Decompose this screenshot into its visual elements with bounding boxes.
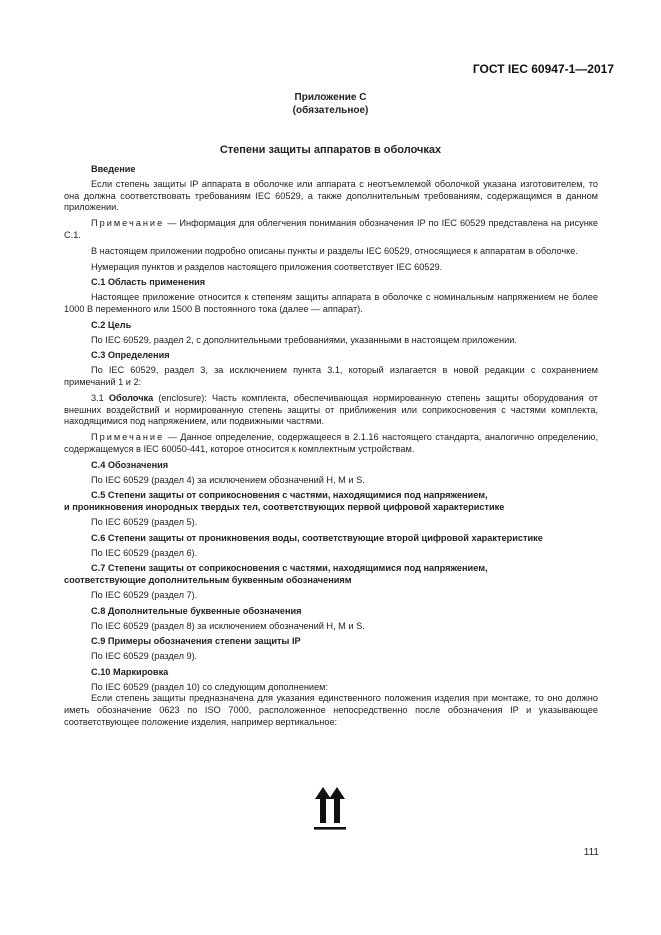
note-text: — Данное определение, содержащееся в 2.1.16 настоящего стандарта, аналогично определению, содержащемуся в IEC 60050-441, которое относится к комплектным устройствам.: [64, 432, 598, 454]
section-c1-text: Настоящее приложение относится к степеням защиты аппарата в оболочке с номинальным напряжением не более 1000 В переменного или 1500 В постоянного тока (далее — аппарат).: [64, 292, 598, 314]
arrow-left-icon: [315, 787, 331, 823]
note-label: Примечание: [91, 432, 165, 443]
intro-heading: Введение: [91, 164, 136, 174]
annex-body: [64, 164, 598, 733]
this-way-up-icon: [305, 783, 353, 833]
section-c4-heading: С.4 Обозначения: [91, 459, 169, 470]
intro-note: [64, 218, 598, 242]
section-c7-heading-line1: С.7 Степени защиты от соприкосновения с частями, находящимися под напряжением,: [91, 563, 488, 574]
section-c10-heading: С.10 Маркировка: [91, 666, 169, 677]
section-c8-text: По IEC 60529 (раздел 8) за исключением обозначений H, M и S.: [91, 620, 365, 631]
section-c3-heading: С.3 Определения: [91, 350, 170, 361]
definition-term: Оболочка: [108, 392, 154, 403]
definition-enclosure: [64, 393, 598, 428]
page-title: Степени защиты аппаратов в оболочках: [219, 144, 442, 156]
standard-number: ГОСТ IEC 60947-1—2017: [472, 62, 614, 76]
note-text: — Информация для облегчения понимания обозначения IP по IEC 60529 представлена на рисунке С.1.: [64, 218, 598, 240]
section-c9-heading: С.9 Примеры обозначения степени защиты IP: [91, 636, 301, 647]
intro-paragraph-1: Если степень защиты IP аппарата в оболочке или аппарата с неотъемлемой оболочкой указана изготовителем, то она должна соответствовать требованиям IEC 60529, а также дополнительным требованиям, содержащимся в данном приложении.: [64, 178, 598, 213]
section-c3-note: [64, 432, 598, 456]
section-c10-text-1: По IEC 60529 (раздел 10) со следующим дополнением:: [91, 681, 329, 692]
page-number: 111: [583, 847, 599, 858]
section-c2-heading: С.2 Цель: [91, 319, 132, 330]
section-c9-text: По IEC 60529 (раздел 9).: [91, 651, 198, 662]
definition-text: (enclosure): Часть комплекта, обеспечивающая нормированную степень защиты оборудования от внешних воздействий и нормированную степень защиты от приближения или соприкосновения с частями комплекта, находящимися под напряжением, или подвижными частями.: [64, 392, 598, 427]
section-c8-heading: С.8 Дополнительные буквенные обозначения: [91, 605, 302, 616]
section-c6-heading: С.6 Степени защиты от проникновения воды, соответствующие второй цифровой характеристике: [91, 532, 543, 543]
section-c10-text-2: Если степень защиты предназначена для указания единственного положения изделия при монтаже, то оно должно иметь обозначение 0623 по ISO 7000, расположенное непосредственно после обозначения IP и указывающее соответствующее положение изделия, например вертикальное:: [64, 693, 598, 728]
section-c5-heading-line1: С.5 Степени защиты от соприкосновения с частями, находящимися под напряжением,: [91, 490, 488, 501]
section-c4-text: По IEC 60529 (раздел 4) за исключением обозначений H, M и S.: [91, 474, 365, 485]
baseline-bar: [314, 827, 346, 830]
section-c3-text: По IEC 60529, раздел 3, за исключением пункта 3.1, который излагается в новой редакции с сохранением примечаний 1 и 2:: [64, 365, 598, 387]
annex-status: (обязательное): [292, 105, 369, 116]
note-label: Примечание: [91, 218, 165, 229]
section-c6-text: По IEC 60529 (раздел 6).: [91, 547, 198, 558]
section-c5-text: По IEC 60529 (раздел 5).: [91, 516, 198, 527]
definition-number: 3.1: [91, 392, 109, 403]
section-c7-heading-line2: соответствующие дополнительным буквенным обозначениям: [64, 575, 352, 586]
section-c7-text: По IEC 60529 (раздел 7).: [91, 589, 198, 600]
annex-title: Приложение С: [294, 92, 367, 103]
intro-paragraph-2: В настоящем приложении подробно описаны пункты и разделы IEC 60529, относящиеся к аппаратам в оболочке.: [91, 245, 578, 256]
section-c1-heading: С.1 Область применения: [91, 277, 206, 288]
intro-paragraph-3: Нумерация пунктов и разделов настоящего приложения соответствует IEC 60529.: [91, 261, 443, 272]
section-c5-heading-line2: и проникновения инородных твердых тел, соответствующих первой цифровой характеристике: [64, 502, 505, 513]
section-c2-text: По IEC 60529, раздел 2, с дополнительными требованиями, указанными в настоящем приложении.: [91, 334, 517, 345]
arrow-right-icon: [329, 787, 345, 823]
